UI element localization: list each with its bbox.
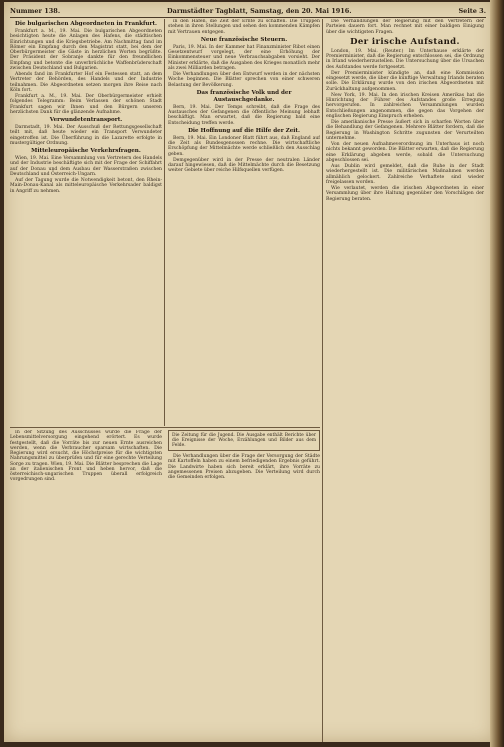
column-1 bbox=[10, 19, 162, 426]
headline-irish-uprising: Der irische Aufstand. bbox=[350, 36, 460, 47]
paragraph: Die amerikanische Presse äußert sich in scharfen Worten über die Behandlung der Gefangenen. Mehrere Blätter fordern, daß die Regierung in Washington Schritte zugunsten der Verurteilten unternehme. bbox=[326, 120, 484, 141]
paragraph: In der Sitzung des Ausschusses wurde die Frage der Lebensmittelversorgung eingehend erörtert. Es wurde festgestellt, daß die Vorräte bis zur neuen Ernte ausreichen werden, wenn die Verbraucher sparsam wirtschaften. Die Regierung wird ersucht, die Höchstpreise für die wichtigsten Nahrungsmittel zu überprüfen und für eine gerechte Verteilung Sorge zu tragen. Wien, 19. Mai. Die Blätter besprechen die Lage an der italienischen Front und heben hervor, daß die österreichisch-ungarischen Truppen überall erfolgreich vorgedrungen sind. bbox=[10, 430, 162, 483]
paragraph: Frankfurt a. M., 19. Mai. Der Oberbürgermeister erhielt folgendes Telegramm: Beim Verlassen der schönen Stadt Frankfurt sagen wir Ihnen und den Bürgern unseren herzlichsten Dank für die glänzende Aufnahme. bbox=[10, 94, 162, 115]
paragraph: Bern, 19. Mai. Ein Londoner Blatt führt aus, daß England auf die Zeit als Bundesgenossen rechne. Die wirtschaftliche Erschöpfung der Mittelmächte werde schließlich den Ausschlag geben. bbox=[168, 135, 320, 157]
section-rule bbox=[10, 427, 320, 428]
paragraph: Von der neuen Aufnahmeverordnung im Unterhaus ist noch nichts bekannt geworden. Die Blätter erwarten, daß die Regierung eine Erklärung abgeben werde, sobald die Untersuchung abgeschlossen sei. bbox=[326, 142, 484, 163]
paragraph: Die Verhandlungen der Regierung mit den Vertretern der Parteien dauern fort. Man rechnet mit einer baldigen Einigung über die wichtigsten Fragen. bbox=[326, 19, 484, 35]
paragraph: Der Premierminister kündigte an, daß eine Kommission eingesetzt werde, die über die künftige Verwaltung Irlands beraten solle. Die Erklärung wurde von den irischen Abgeordneten mit Zurückhaltung aufgenommen. bbox=[326, 70, 484, 92]
paragraph: New York, 19. Mai. In den irischen Kreisen Amerikas hat die Hinrichtung der Führer des Aufstandes große Erregung hervorgerufen. In zahlreichen Versammlungen wurden Entschließungen angenommen, die gegen das Vorgehen der englischen Regierung Einspruch erheben. bbox=[326, 92, 484, 119]
masthead bbox=[10, 6, 486, 18]
paragraph: Demgegenüber wird in der Presse der neutralen Länder darauf hingewiesen, daß die Mittelmächte durch die Besetzung weiter Gebiete über reiche Hilfsquellen verfügen. bbox=[168, 157, 320, 174]
paragraph: Darmstadt, 19. Mai. Der Ausschuß der Rettungsgesellschaft teilt mit, daß heute wieder ein Transport Verwundeter eingetroffen ist. Die Überführung in die Lazarette erfolgte in mustergültiger Ordnung. bbox=[10, 125, 162, 146]
paragraph: Die Verhandlungen über den Entwurf werden in der nächsten Woche beginnen. Die Blätter sprechen von einer schweren Belastung der Bevölkerung. bbox=[168, 72, 320, 88]
book-spine-edge bbox=[490, 0, 504, 747]
page-number: Seite 3. bbox=[458, 7, 486, 15]
paragraph: Aus Dublin wird gemeldet, daß die Ruhe in der Stadt wiederhergestellt ist. Die militärischen Maßnahmen werden allmählich gelockert. Zahlreiche Verhaftete sind wieder freigelassen worden. bbox=[326, 164, 484, 185]
boxed-notice: Die Zeitung für die Jugend. Die Ausgabe enthält Berichte über die Ereignisse der Woche, Erzählungen und Bilder aus dem Felde. bbox=[168, 430, 320, 451]
paragraph: Abends fand im Frankfurter Hof ein Festessen statt, an dem Vertreter der Behörden, des Handels und der Industrie teilnahmen. Die Abgeordneten setzen morgen ihre Reise nach Köln fort. bbox=[10, 72, 162, 93]
column-3 bbox=[326, 19, 484, 742]
paragraph: Paris, 19. Mai. In der Kammer hat Finanzminister Ribot einen Gesetzentwurf vorgelegt, der eine Erhöhung der Einkommensteuer und neue Verbrauchsabgaben vorsieht. Der Minister erklärte, daß die Ausgaben des Krieges monatlich mehr als zwei Milliarden betragen. bbox=[168, 44, 320, 71]
paragraph: in den Hafen, die Zeit der Ernte zu schaffen. Die Truppen stehen in ihren Stellungen und sehen den kommenden Kämpfen mit Vertrauen entgegen. bbox=[168, 19, 320, 35]
paragraph: Frankfurt a. M., 19. Mai. Die bulgarischen Abgeordneten besichtigten heute die Anlagen des Hafens, die städtischen Einrichtungen und die Kriegsbetriebe. Am Nachmittag fand im Römer ein Empfang durch den Magistrat statt, bei dem der Oberbürgermeister die Gäste in herzlichen Worten begrüßte. Der Präsident der Sobranje dankte für den freundlichen Empfang und betonte die unverbrüchliche Waffenbrüderschaft zwischen Deutschland und Bulgarien. bbox=[10, 29, 162, 71]
paragraph: London, 19. Mai. (Reuter.) Im Unterhause erklärte der Premierminister, daß die Regierung entschlossen sei, die Ordnung in Irland wiederherzustellen. Die Untersuchung über die Ursachen des Aufstandes werde fortgesetzt. bbox=[326, 48, 484, 70]
newspaper-title: Darmstädter Tagblatt, Samstag, den 20. Mai 1916. bbox=[166, 7, 352, 15]
headline-exchange-idea: Das französische Volk und der Austauschgedanke. bbox=[196, 89, 292, 103]
paragraph: Auf der Tagung wurde die Notwendigkeit betont, den Rhein-Main-Donau-Kanal als mitteleuropäische Verkehrsader baldigst in Angriff zu nehmen. bbox=[10, 178, 162, 194]
headline-hope-time: Die Hoffnung auf die Hilfe der Zeit. bbox=[188, 127, 300, 134]
paragraph: Die Verhandlungen über die Frage der Versorgung der Städte mit Kartoffeln haben zu einem befriedigenden Ergebnis geführt. Die Landwirte haben sich bereit erklärt, ihre Vorräte zu angemessenen Preisen abzugeben. Die Verteilung wird durch die Gemeinden erfolgen. bbox=[168, 454, 320, 480]
paragraph: Bern, 19. Mai. Der Temps schreibt, daß die Frage des Austausches der Gefangenen die öffentliche Meinung lebhaft beschäftigt. Man erwartet, daß die Regierung bald eine Entscheidung treffen werde. bbox=[168, 104, 320, 126]
issue-number: Nummer 138. bbox=[10, 7, 61, 15]
column-2 bbox=[168, 19, 320, 426]
bottom-section bbox=[10, 430, 320, 742]
column-rule bbox=[322, 19, 323, 742]
headline-french-taxes: Neue französische Steuern. bbox=[200, 36, 288, 43]
column-rule bbox=[164, 19, 165, 426]
paragraph: Wien, 19. Mai. Eine Versammlung von Vertretern des Handels und der Industrie beschäftigte sich mit der Frage der Schiffahrt auf der Donau und dem Ausbau der Wasserstraßen zwischen Deutschland und Österreich-Ungarn. bbox=[10, 156, 162, 177]
headline-traffic-questions: Mitteleuropäische Verkehrsfragen. bbox=[31, 148, 141, 154]
headline-bulgarian-deputies: Die bulgarischen Abgeordneten in Frankfurt. bbox=[15, 21, 157, 27]
newspaper-page bbox=[4, 2, 494, 742]
paragraph: Wie verlautet, werden die irischen Abgeordneten in einer Versammlung über ihre Haltung gegenüber den Vorschlägen der Regierung beraten. bbox=[326, 186, 484, 202]
bottom-column-left bbox=[10, 430, 162, 742]
headline-wounded-transport: Verwundetentransport. bbox=[49, 117, 123, 123]
bottom-column-right bbox=[168, 430, 320, 742]
